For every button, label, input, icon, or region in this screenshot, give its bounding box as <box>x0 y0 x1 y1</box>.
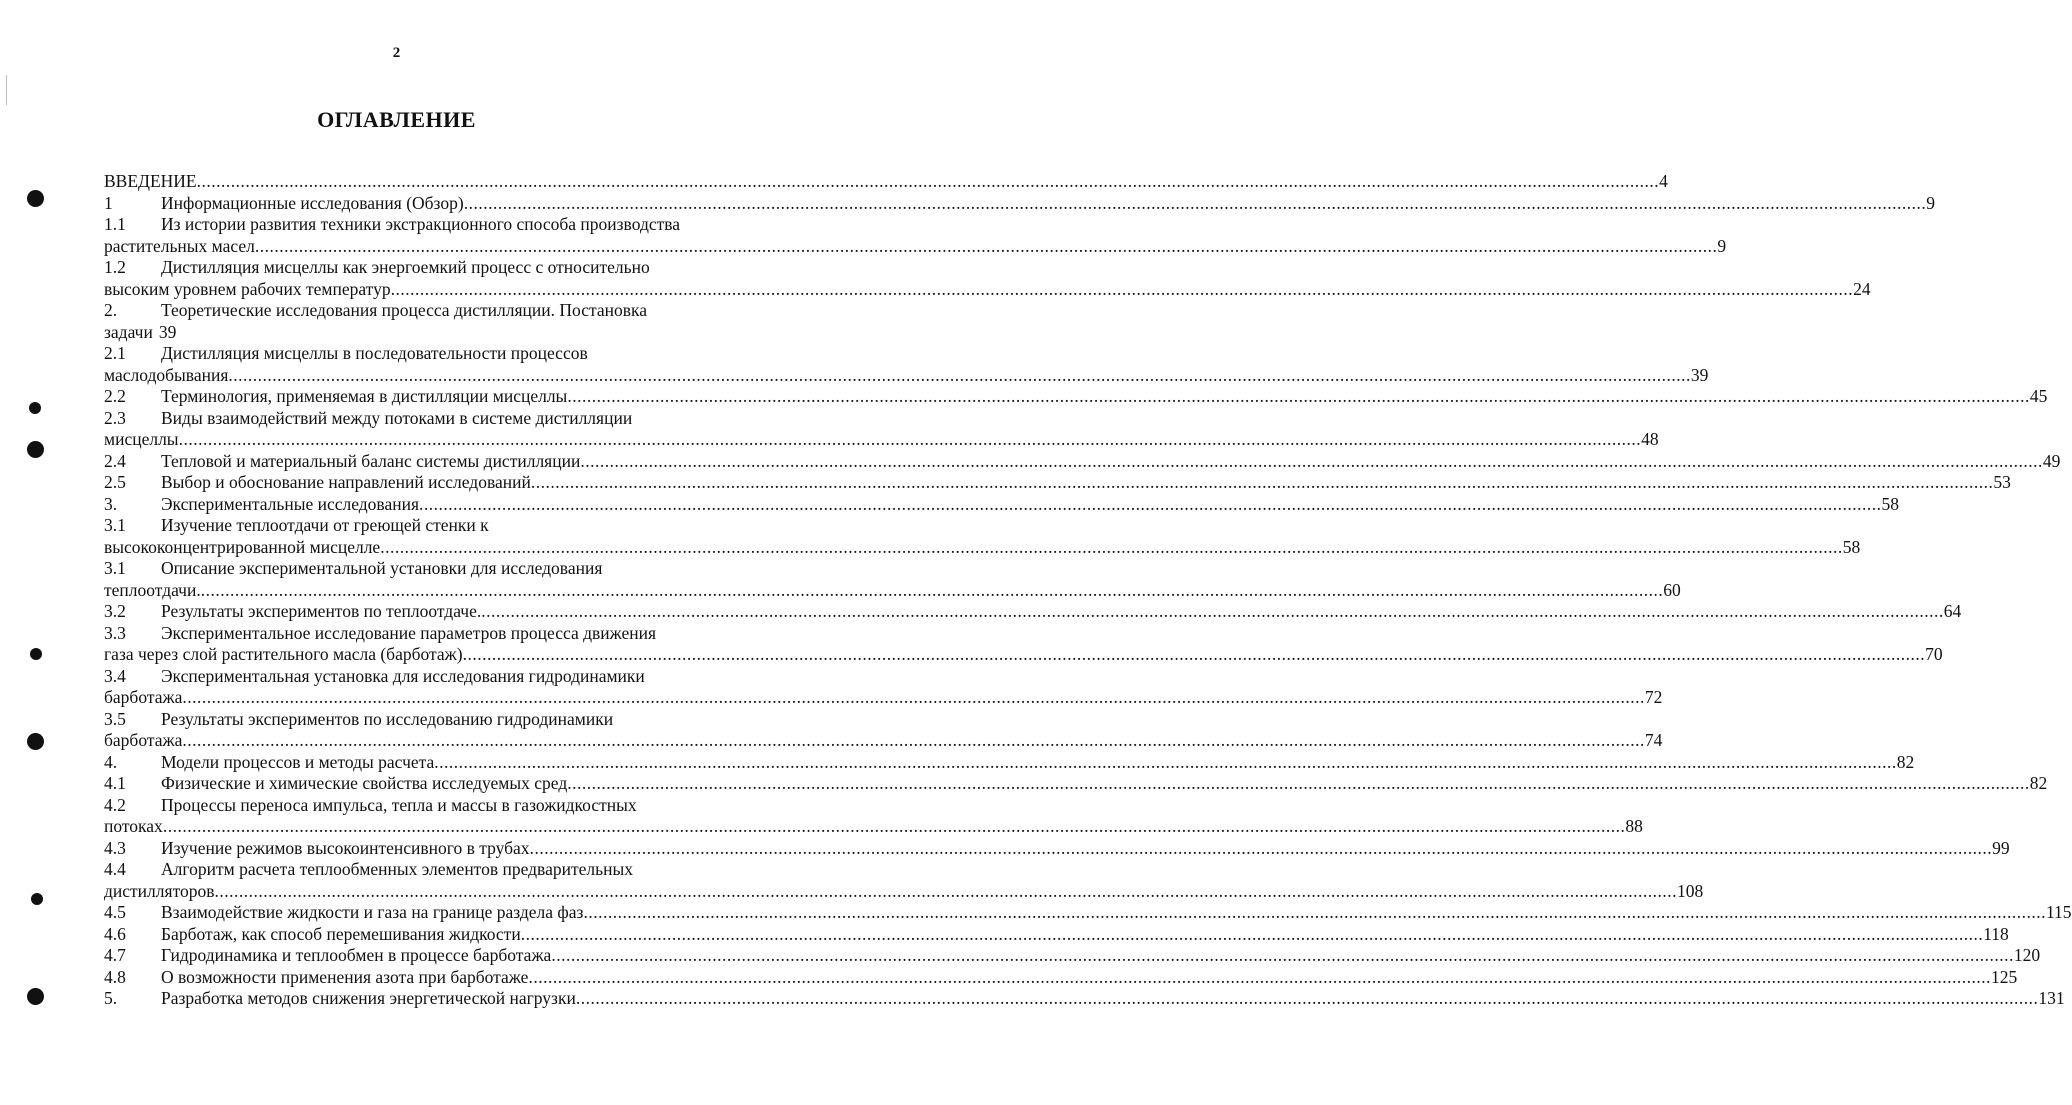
toc-entry[interactable] <box>104 859 1704 902</box>
entry-title: теплоотдачи. <box>104 579 201 600</box>
entry-title: Выбор и обоснование направлений исследований <box>161 472 531 492</box>
toc-entry[interactable] <box>104 945 2041 967</box>
toc-entry[interactable] <box>104 450 2061 473</box>
entry-number: 3.4 <box>104 665 126 686</box>
toc-line <box>104 902 2072 924</box>
entry-title: Теоретические исследования процесса дистилляции. Постановка <box>161 300 647 320</box>
toc-line <box>104 773 2048 795</box>
dot-leader: ............................................................................................................................................................................................................................................................................................................ <box>200 579 1664 600</box>
toc-line <box>104 300 736 322</box>
entry-title: О возможности применения азота при барботаже <box>161 966 529 987</box>
entry-number: 5. <box>104 988 118 1008</box>
toc-line <box>104 579 1681 602</box>
entry-number: 2.4 <box>104 450 126 471</box>
toc-line <box>104 966 2018 989</box>
toc-entry[interactable] <box>104 343 1709 386</box>
dot-leader: ............................................................................................................................................................................................................................................................................................................ <box>463 192 1927 213</box>
dot-leader: ............................................................................................................................................................................................................................................................................................................ <box>551 945 2014 965</box>
toc-line <box>104 536 1861 559</box>
entry-title: газа через слой растительного масла (барботаж) <box>104 644 463 664</box>
toc-entry[interactable] <box>104 472 2011 494</box>
entry-title: Изучение режимов высокоинтенсивного в трубах <box>161 837 530 858</box>
toc-line <box>104 666 736 688</box>
entry-title: Дистилляция мисцеллы в последовательности процессов <box>161 343 588 363</box>
toc-entry[interactable] <box>104 665 1663 709</box>
entry-page: 88 <box>1625 816 1643 836</box>
entry-number: 2.5 <box>104 472 126 492</box>
toc-line <box>104 171 1668 193</box>
dot-leader: ............................................................................................................................................................................................................................................................................................................ <box>254 235 1718 256</box>
dot-leader: ............................................................................................................................................................................................................................................................................................................ <box>196 171 1660 191</box>
entry-number: 4.2 <box>104 794 126 815</box>
toc-line <box>104 816 1643 838</box>
entry-title: Барботаж, как способ перемешивания жидкости <box>161 923 521 944</box>
toc-entry[interactable] <box>104 773 2048 795</box>
entry-number: 3.1 <box>104 558 126 578</box>
toc-line <box>104 687 1663 709</box>
entry-number: 2.2 <box>104 386 126 406</box>
entry-page: 115 <box>2045 902 2072 922</box>
entry-title: Виды взаимодействий между потоками в системе дистилляции <box>161 407 633 428</box>
entry-number: 3. <box>104 493 118 514</box>
toc-line <box>104 880 1704 903</box>
entry-title: Информационные исследования (Обзор) <box>161 192 464 213</box>
toc-entry[interactable] <box>104 257 1871 300</box>
toc-entry[interactable] <box>104 171 1668 193</box>
toc-entry[interactable] <box>104 902 2072 924</box>
toc-entry[interactable] <box>104 386 2048 408</box>
dot-leader: ............................................................................................................................................................................................................................................................................................................ <box>529 837 1993 858</box>
toc-line <box>104 364 1709 387</box>
dot-leader: ............................................................................................................................................................................................................................................................................................................ <box>567 773 2030 793</box>
toc-entry[interactable] <box>104 214 1727 257</box>
toc-line <box>104 837 2010 860</box>
entry-title: растительных масел <box>104 235 255 256</box>
dot-leader: ............................................................................................................................................................................................................................................................................................................ <box>178 429 1642 449</box>
toc-line <box>104 558 736 580</box>
dot-leader: ............................................................................................................................................................................................................................................................................................................ <box>575 988 2039 1008</box>
entry-number: 1 <box>104 192 113 213</box>
punch-hole-icon <box>29 402 41 414</box>
entry-title: Модели процессов и методы расчета <box>161 751 435 772</box>
entry-title: Описание экспериментальной установки для исследования <box>161 558 603 578</box>
dot-leader: ............................................................................................................................................................................................................................................................................................................ <box>228 364 1691 385</box>
entry-title: маслодобывания <box>104 364 229 385</box>
punch-hole-icon <box>27 733 44 750</box>
dot-leader: ............................................................................................................................................................................................................................................................................................................ <box>481 601 1944 621</box>
scan-mark <box>6 75 12 105</box>
entry-number: 3.1 <box>104 515 126 535</box>
entry-number: 4.5 <box>104 902 126 922</box>
punch-hole-icon <box>31 893 43 905</box>
entry-page: 60 <box>1663 579 1681 600</box>
dot-leader: ............................................................................................................................................................................................................................................................................................................ <box>162 816 1626 836</box>
toc-line <box>104 709 736 731</box>
dot-leader: ............................................................................................................................................................................................................................................................................................................ <box>182 730 1645 750</box>
dot-leader: ............................................................................................................................................................................................................................................................................................................ <box>434 751 1897 772</box>
toc-line <box>104 450 2061 473</box>
toc-line <box>104 945 2041 967</box>
entry-page: 45 <box>2029 386 2048 406</box>
toc-entry[interactable] <box>104 300 736 343</box>
toc-entry[interactable] <box>104 837 2010 860</box>
entry-title: Из истории развития техники экстракционного способа производства <box>161 214 681 234</box>
toc-line <box>104 730 1663 752</box>
dot-leader: ............................................................................................................................................................................................................................................................................................................ <box>462 644 1926 664</box>
toc-entry[interactable] <box>104 601 1962 623</box>
page-title: ОГЛАВЛЕНИЕ <box>317 107 476 132</box>
entry-title: Гидродинамика и теплообмен в процессе барботажа <box>161 945 552 965</box>
entry-title: дистилляторов <box>104 880 215 901</box>
dot-leader: ............................................................................................................................................................................................................................................................................................................ <box>380 536 1843 557</box>
entry-page: 48 <box>1641 429 1659 449</box>
toc-entry[interactable] <box>104 923 2009 946</box>
entry-title: Изучение теплоотдачи от греющей стенки к <box>161 515 489 535</box>
toc-line <box>104 923 2009 946</box>
toc-line <box>104 322 736 344</box>
entry-page: 4 <box>1659 171 1668 191</box>
punch-hole-icon <box>27 190 44 207</box>
dot-leader: ............................................................................................................................................................................................................................................................................................................ <box>580 450 2043 471</box>
entry-page: 39 <box>158 321 177 342</box>
toc-line <box>104 343 736 365</box>
toc-entry[interactable] <box>104 558 1681 601</box>
table-of-contents <box>104 171 2072 1010</box>
entry-title: ВВЕДЕНИЕ <box>104 171 197 191</box>
punch-hole-icon <box>27 988 44 1005</box>
entry-title: высоким уровнем рабочих температур <box>104 278 391 299</box>
toc-line <box>104 623 736 645</box>
entry-number: 3.3 <box>104 622 126 643</box>
entry-title: Процессы переноса импульса, тепла и массы в газожидкостных <box>161 794 637 815</box>
entry-page: 24 <box>1853 278 1871 299</box>
toc-line <box>104 408 736 430</box>
dot-leader: ............................................................................................................................................................................................................................................................................................................ <box>528 966 1991 987</box>
entry-title: Экспериментальное исследование параметров процесса движения <box>161 622 657 643</box>
entry-page: 53 <box>1993 472 2011 492</box>
dot-leader: ............................................................................................................................................................................................................................................................................................................ <box>182 687 1645 707</box>
entry-page: 120 <box>2013 945 2041 965</box>
entry-number: 4.7 <box>104 945 126 965</box>
toc-line <box>104 214 736 236</box>
toc-line <box>104 601 1962 623</box>
entry-page: 49 <box>2042 450 2061 471</box>
toc-line <box>104 859 736 881</box>
toc-line <box>104 644 1943 666</box>
dot-leader: ............................................................................................................................................................................................................................................................................................................ <box>419 493 1882 514</box>
entry-number: 4.3 <box>104 837 126 858</box>
entry-number: 4.8 <box>104 966 126 987</box>
page-number: 2 <box>392 45 401 61</box>
entry-title: высококонцентрированной мисцелле <box>104 536 381 557</box>
toc-line <box>104 386 2048 408</box>
entry-page: 9 <box>1926 192 1935 213</box>
entry-title: Разработка методов снижения энергетической нагрузки <box>161 988 576 1008</box>
entry-number: 4.4 <box>104 859 126 879</box>
entry-page: 64 <box>1943 601 1962 621</box>
entry-number: 4.1 <box>104 773 126 793</box>
entry-page: 58 <box>1881 493 1900 514</box>
dot-leader: ............................................................................................................................................................................................................................................................................................................ <box>214 880 1677 901</box>
entry-title: мисцеллы <box>104 429 179 449</box>
dot-leader: ............................................................................................................................................................................................................................................................................................................ <box>520 923 1984 944</box>
entry-title: Взаимодействие жидкости и газа на границе раздела фаз <box>161 902 584 922</box>
entry-page: 125 <box>1990 966 2018 987</box>
entry-title: задачи <box>104 321 153 342</box>
entry-page: 108 <box>1677 880 1704 901</box>
entry-page: 72 <box>1644 687 1663 707</box>
dot-leader: ............................................................................................................................................................................................................................................................................................................ <box>390 278 1854 299</box>
entry-page: 131 <box>2038 988 2065 1008</box>
toc-line <box>104 751 1915 774</box>
entry-title: Дистилляция мисцеллы как энергоемкий процесс с относительно <box>161 257 650 277</box>
entry-page: 9 <box>1717 235 1727 256</box>
entry-number: 4. <box>104 751 118 772</box>
toc-line <box>104 429 1659 451</box>
entry-page: 58 <box>1842 536 1861 557</box>
entry-title: Терминология, применяемая в дистилляции мисцеллы <box>161 386 568 406</box>
toc-entry[interactable] <box>104 622 1943 666</box>
entry-page: 70 <box>1925 644 1943 664</box>
entry-number: 3.5 <box>104 708 126 729</box>
toc-line <box>104 988 2065 1010</box>
toc-line <box>104 493 1900 516</box>
dot-leader: ............................................................................................................................................................................................................................................................................................................ <box>530 472 1994 492</box>
toc-entry[interactable] <box>104 515 1861 558</box>
toc-line <box>104 257 736 279</box>
toc-entry[interactable] <box>104 751 1915 774</box>
entry-title: барботажа <box>104 687 183 707</box>
entry-page: 74 <box>1644 730 1663 750</box>
toc-entry[interactable] <box>104 192 1935 215</box>
dot-leader: ............................................................................................................................................................................................................................................................................................................ <box>567 386 2030 406</box>
entry-page: 99 <box>1992 837 2010 858</box>
entry-number: 3.2 <box>104 601 126 621</box>
entry-title: Результаты экспериментов по исследованию гидродинамики <box>161 708 614 729</box>
entry-number: 2.1 <box>104 343 126 363</box>
toc-entry[interactable] <box>104 493 1900 516</box>
toc-entry[interactable] <box>104 988 2065 1010</box>
toc-line <box>104 515 736 537</box>
entry-number: 1.2 <box>104 257 126 277</box>
entry-title: Физические и химические свойства исследуемых сред <box>161 773 568 793</box>
entry-page: 39 <box>1690 364 1709 385</box>
entry-title: барботажа <box>104 730 183 750</box>
toc-line <box>104 472 2011 494</box>
entry-page: 118 <box>1983 923 2009 944</box>
entry-title: потоках <box>104 816 163 836</box>
entry-title: Экспериментальная установка для исследования гидродинамики <box>161 665 645 686</box>
entry-title: Экспериментальные исследования <box>161 493 420 514</box>
toc-line <box>104 235 1727 258</box>
toc-entry[interactable] <box>104 794 1643 838</box>
punch-hole-icon <box>30 648 42 660</box>
entry-number: 4.6 <box>104 923 126 944</box>
entry-title: Результаты экспериментов по теплоотдаче. <box>161 601 482 621</box>
toc-line <box>104 192 1935 215</box>
toc-line <box>104 795 736 817</box>
toc-entry[interactable] <box>104 407 1659 451</box>
entry-page: 82 <box>2029 773 2048 793</box>
toc-entry[interactable] <box>104 708 1663 752</box>
entry-number: 2.3 <box>104 407 126 428</box>
entry-number: 2. <box>104 300 118 320</box>
toc-entry[interactable] <box>104 966 2018 989</box>
entry-number: 1.1 <box>104 214 126 234</box>
punch-hole-icon <box>27 441 44 458</box>
toc-line <box>104 278 1871 301</box>
entry-page: 82 <box>1896 751 1915 772</box>
entry-title: Алгоритм расчета теплообменных элементов предварительных <box>161 859 633 879</box>
dot-leader: ............................................................................................................................................................................................................................................................................................................ <box>583 902 2046 922</box>
entry-title: Тепловой и материальный баланс системы дистилляции <box>161 450 581 471</box>
